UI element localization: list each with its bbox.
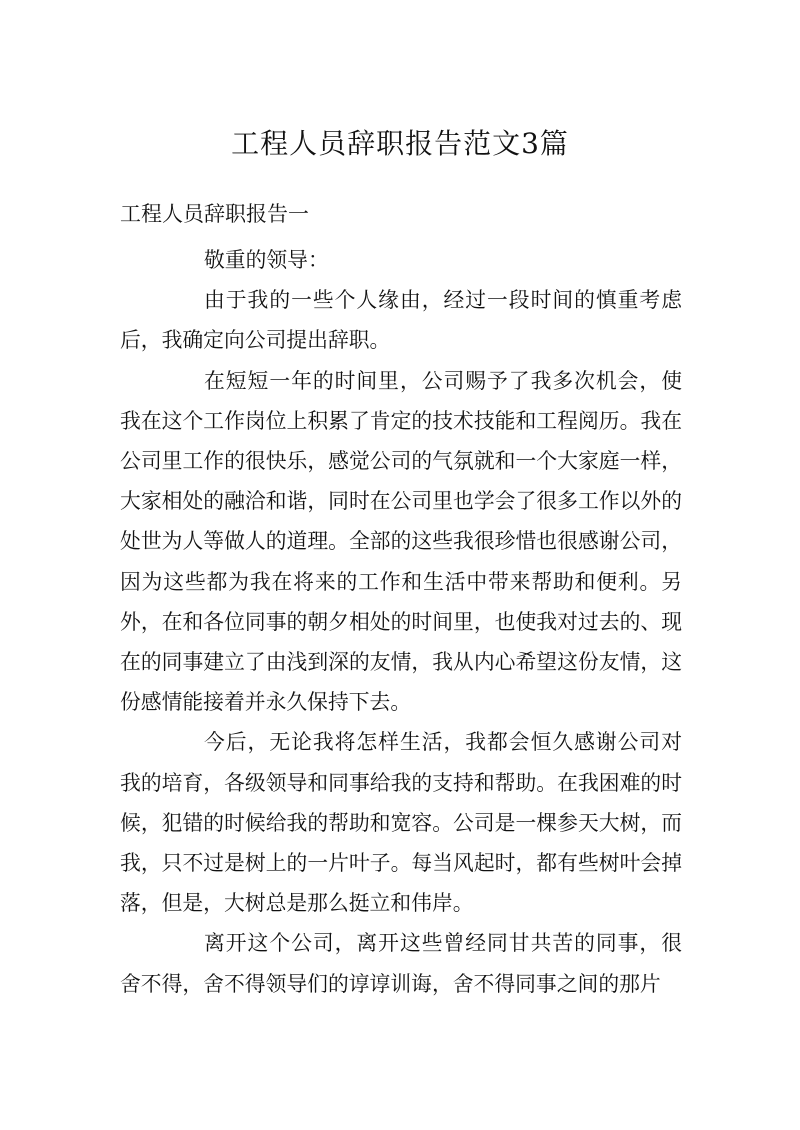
paragraph: 今后，无论我将怎样生活，我都会恒久感谢公司对我的培育，各级领导和同事给我的支持和帮助。在我困难的时候，犯错的时候给我的帮助和宽容。公司是一棵参天大树，而我，只不过是树上的一片叶子。每当风起时，都有些树叶会掉落，但是，大树总是那么挺立和伟岸。 [120,730,682,916]
document-body [120,240,682,1004]
paragraph: 在短短一年的时间里，公司赐予了我多次机会，使我在这个工作岗位上积累了肯定的技术技能和工程阅历。我在公司里工作的很快乐，感觉公司的气氛就和一个大家庭一样，大家相处的融洽和谐，同时在公司里也学会了很多工作以外的处世为人等做人的道理。全部的这些我很珍惜也很感谢公司，因为这些都为我在将来的工作和生活中带来帮助和便利。另外，在和各位同事的朝夕相处的时间里，也使我对过去的、现在的同事建立了由浅到深的友情，我从内心希望这份友情，这份感情能接着并永久保持下去。 [120,368,682,715]
salutation: 敬重的领导： [204,248,329,272]
document-title: 工程人员辞职报告范文3篇 [231,127,569,160]
paragraph: 离开这个公司，离开这些曾经同甘共苦的同事，很舍不得，舍不得领导们的谆谆训诲，舍不得同事之间的那片 [120,931,682,996]
section-heading: 工程人员辞职报告一 [120,202,309,226]
paragraph: 由于我的一些个人缘由，经过一段时间的慎重考虑后，我确定向公司提出辞职。 [120,288,682,353]
